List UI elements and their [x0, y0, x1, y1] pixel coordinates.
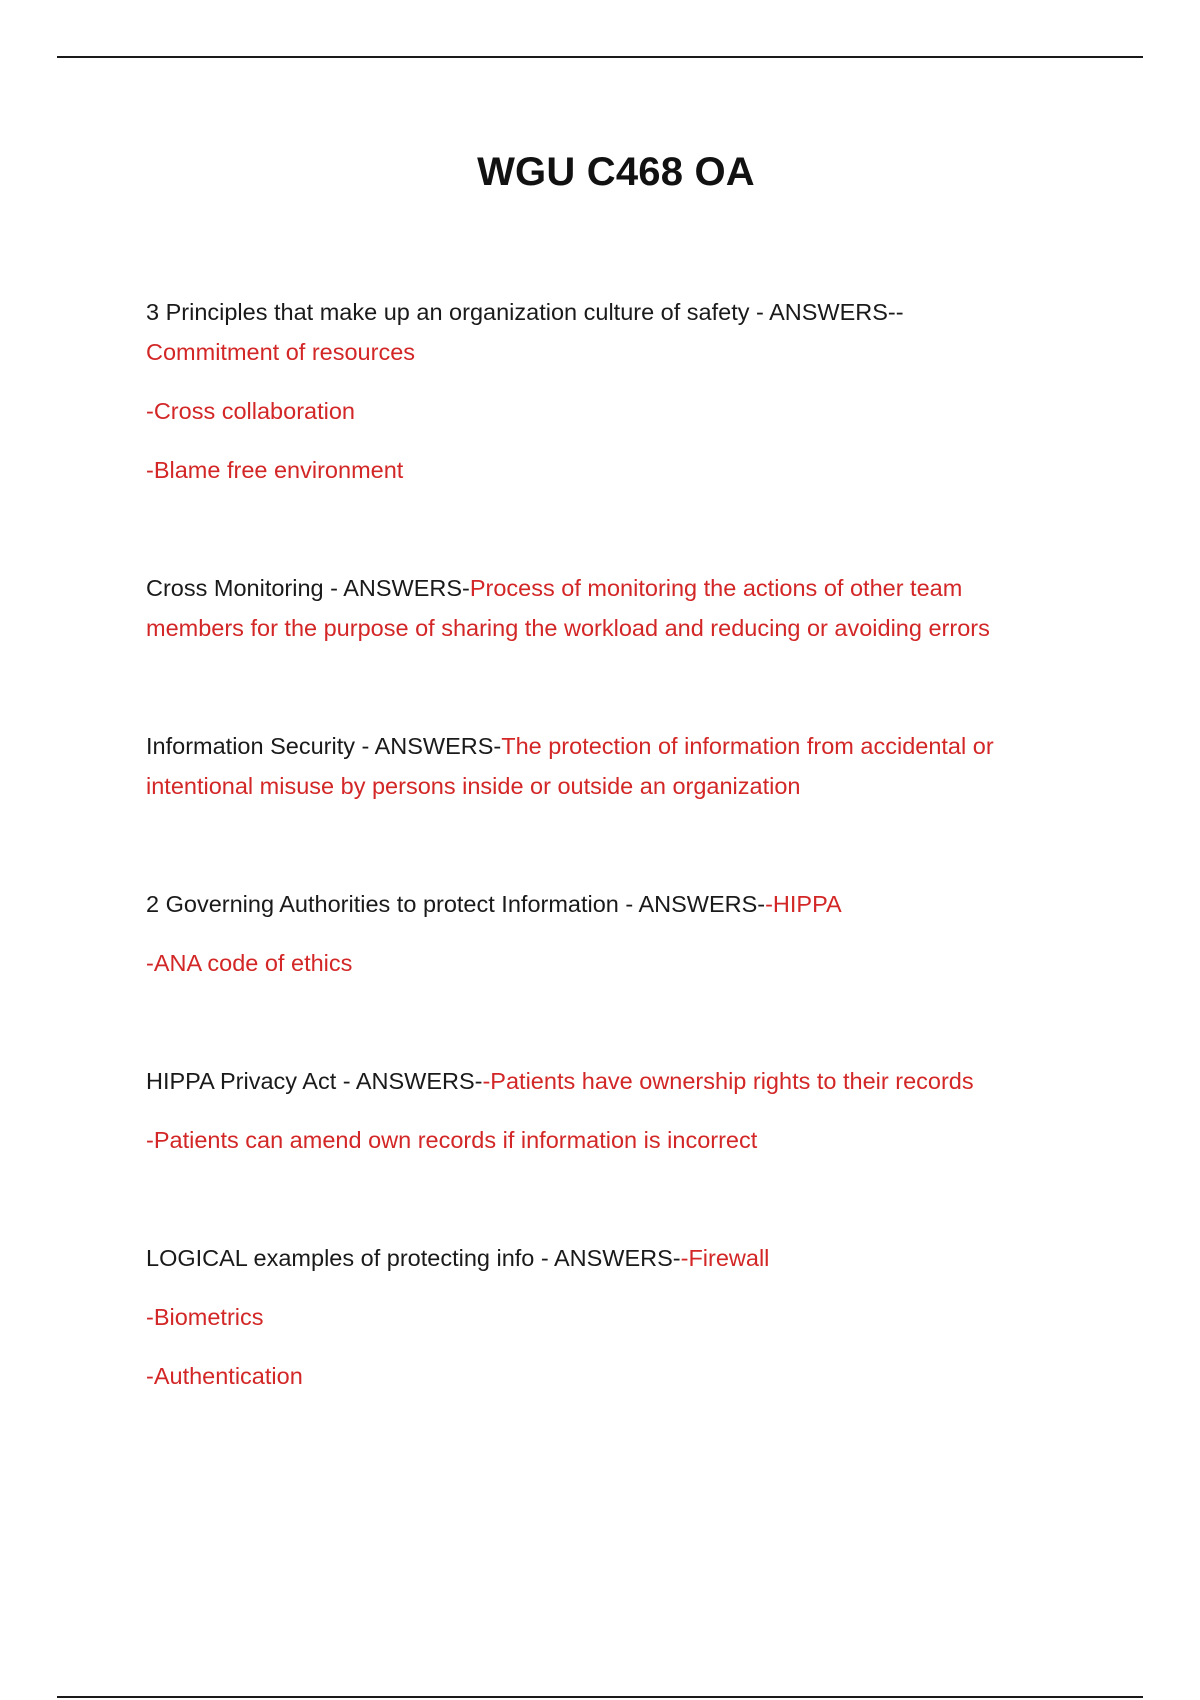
- answer-line: [146, 943, 1106, 983]
- question-text: 3 Principles that make up an organization culture of safety - ANSWERS--: [146, 299, 904, 325]
- answer-text: Process of monitoring the actions of other team: [469, 575, 963, 601]
- answer-text: -Cross collaboration: [146, 398, 355, 424]
- answer-text: -Patients can amend own records if information is incorrect: [146, 1127, 758, 1153]
- answer-text: -Firewall: [680, 1245, 770, 1271]
- answer-text: members for the purpose of sharing the workload and reducing or avoiding errors: [146, 615, 990, 641]
- answer-text: -ANA code of ethics: [146, 950, 353, 976]
- question-line: [146, 726, 1106, 766]
- question-text: Information Security - ANSWERS-: [146, 733, 502, 759]
- top-rule: [57, 56, 1143, 58]
- answer-line: [146, 1297, 1106, 1337]
- answer-text: Commitment of resources: [146, 339, 416, 365]
- qa-entry: [146, 568, 1106, 648]
- answer-line: [146, 1356, 1106, 1396]
- question-text: LOGICAL examples of protecting info - ANSWERS-: [146, 1245, 681, 1271]
- bottom-rule: [57, 1696, 1143, 1698]
- answer-line: [146, 1120, 1106, 1160]
- answer-text: -HIPPA: [765, 891, 842, 917]
- answer-text: -Authentication: [146, 1363, 303, 1389]
- answer-text: The protection of information from accidental or: [501, 733, 994, 759]
- qa-entry: [146, 1061, 1106, 1160]
- question-line: [146, 568, 1106, 608]
- question-line: [146, 1238, 1106, 1278]
- qa-entry: [146, 1238, 1106, 1396]
- answer-line: [146, 766, 1106, 806]
- question-line: [146, 884, 1106, 924]
- qa-entry: [146, 292, 1106, 490]
- question-line: [146, 292, 1106, 332]
- answer-line: [146, 608, 1106, 648]
- answer-text: -Biometrics: [146, 1304, 264, 1330]
- answer-text: -Patients have ownership rights to their records: [482, 1068, 974, 1094]
- question-text: 2 Governing Authorities to protect Information - ANSWERS-: [146, 891, 766, 917]
- question-line: [146, 1061, 1106, 1101]
- answer-line: [146, 450, 1106, 490]
- question-text: HIPPA Privacy Act - ANSWERS-: [146, 1068, 483, 1094]
- qa-entry: [146, 884, 1106, 983]
- qa-entry: [146, 726, 1106, 806]
- page-title: WGU C468 OA: [477, 150, 755, 194]
- answer-text: intentional misuse by persons inside or outside an organization: [146, 773, 801, 799]
- answer-line: [146, 391, 1106, 431]
- question-text: Cross Monitoring - ANSWERS-: [146, 575, 470, 601]
- qa-list: [146, 292, 1106, 1396]
- answer-line: [146, 332, 1106, 372]
- answer-text: -Blame free environment: [146, 457, 404, 483]
